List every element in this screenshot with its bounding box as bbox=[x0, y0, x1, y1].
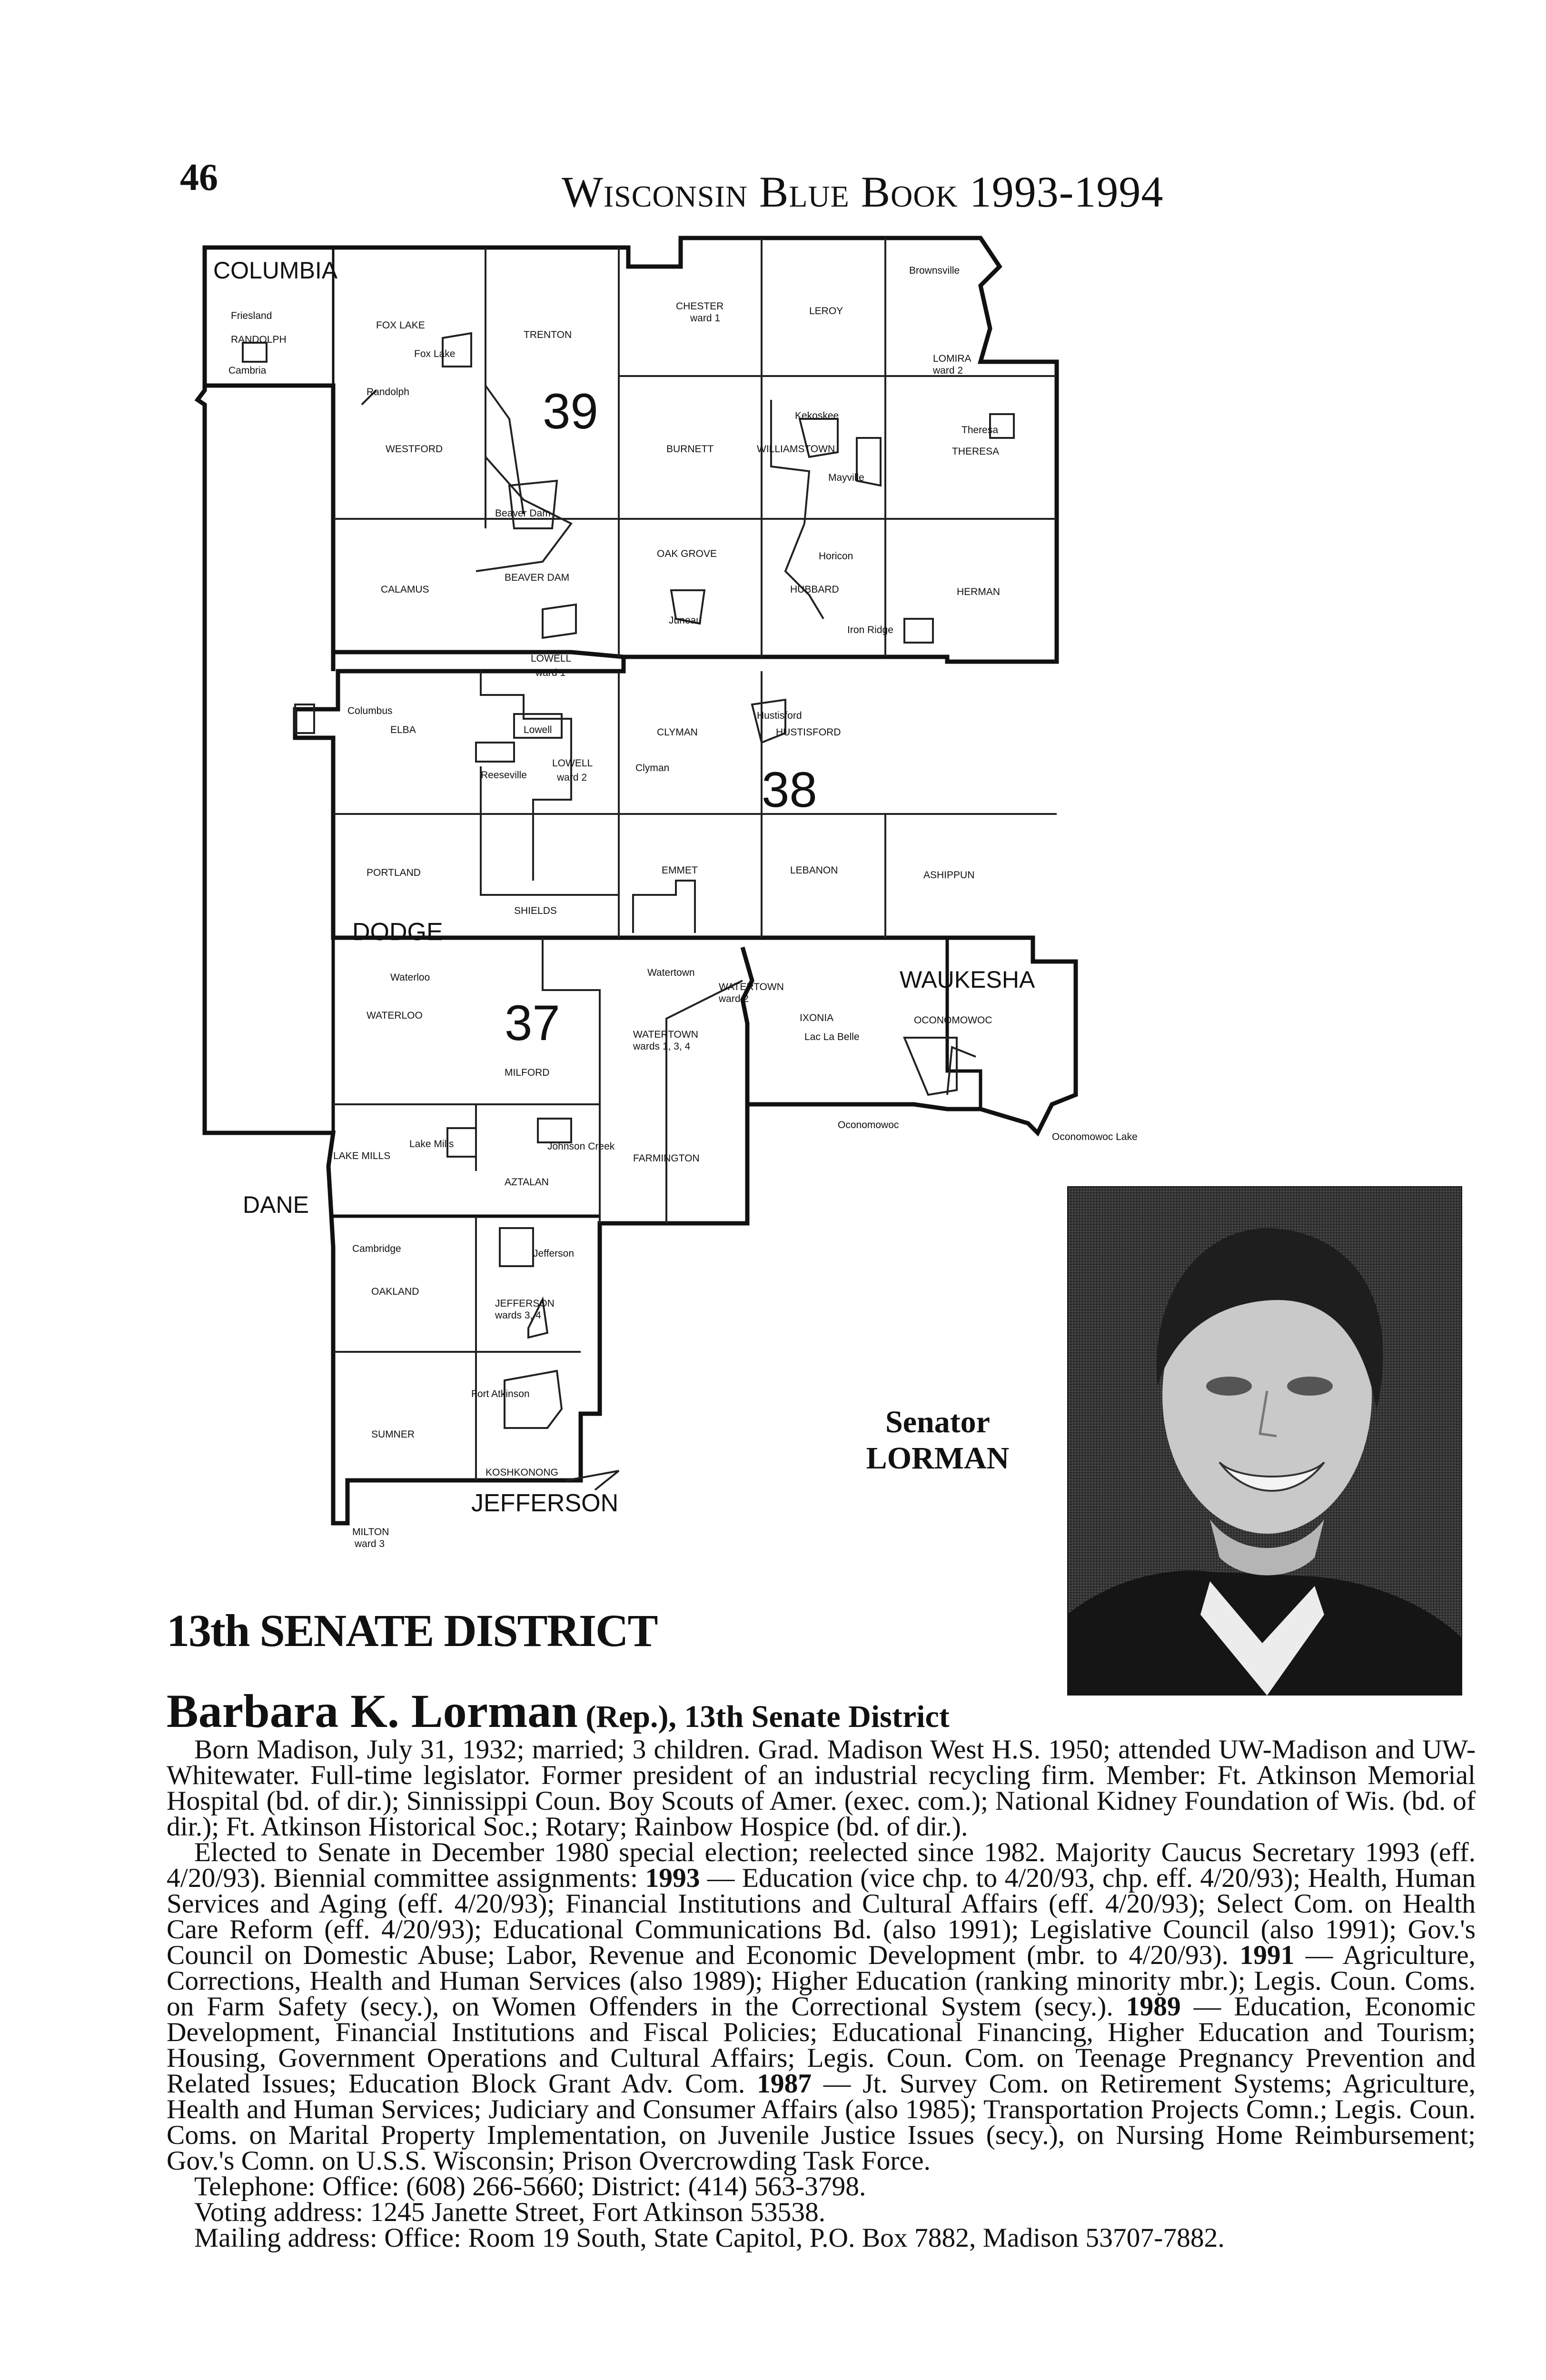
place-label: LAKE MILLS bbox=[333, 1150, 391, 1161]
biography bbox=[167, 1687, 1476, 2251]
county-label-dane: DANE bbox=[243, 1191, 309, 1218]
district-39-38-line bbox=[333, 652, 624, 671]
bio-mailing-address: Mailing address: Office: Room 19 South, State Capitol, P.O. Box 7882, Madison 53707-7882. bbox=[194, 2223, 1225, 2253]
place-label: CHESTER bbox=[676, 301, 724, 312]
place-label: ward 2 bbox=[933, 365, 963, 376]
page-number: 46 bbox=[180, 157, 218, 198]
place-label: OAKLAND bbox=[371, 1286, 419, 1297]
place-label: OAK GROVE bbox=[657, 548, 717, 559]
year-1989: 1989 bbox=[1126, 1992, 1181, 2022]
county-label-jefferson: JEFFERSON bbox=[471, 1489, 619, 1517]
place-label: Horicon bbox=[819, 551, 853, 562]
district-boundary bbox=[198, 238, 1076, 1523]
place-label: Brownsville bbox=[909, 265, 960, 276]
place-label: Lac La Belle bbox=[804, 1031, 860, 1042]
place-label: ward 1 bbox=[690, 313, 721, 324]
bio-legislative bbox=[167, 1837, 1476, 2176]
columbia-dodge-line bbox=[205, 386, 333, 671]
place-label: LOWELL bbox=[552, 758, 593, 769]
place-label: WATERTOWN bbox=[633, 1029, 698, 1040]
bio-legislative-text: — Education (vice chp. to 4/20/93, chp. eff. 4/20/93); Health, Human Services and Aging (eff. 4/20/93); Financial Institutions and Cultural Affairs (eff. 4/20/93); Select Com. on Health Care Reform (eff. 4/20/93); Educational Communications Bd. (also 1991); Legislative Council (also 1991); Gov.'s Council on Domestic Abuse; Labor, Revenue and Economic Development (mbr. to 4/20/93). bbox=[167, 1863, 1476, 1970]
place-label: Fort Atkinson bbox=[471, 1388, 530, 1399]
bio-legislative-text: — Agriculture, Corrections, Health and Human Services (also 1989); Higher Education (ranking minority mbr.); Legis. Coun. Coms. on Farm Safety (secy.), on Women Offenders in the Correctional System (secy.). bbox=[167, 1940, 1476, 2022]
place-label: Hustisford bbox=[757, 710, 802, 721]
place-label: FOX LAKE bbox=[376, 320, 425, 331]
running-head: Wisconsin Blue Book 1993-1994 bbox=[562, 168, 1164, 216]
place-label: BURNETT bbox=[666, 444, 714, 455]
place-label: IXONIA bbox=[800, 1012, 834, 1023]
bio-title-line bbox=[167, 1687, 1476, 1735]
place-label: ASHIPPUN bbox=[923, 870, 975, 881]
place-label: KOSHKONONG bbox=[486, 1467, 558, 1478]
place-label: HUSTISFORD bbox=[776, 727, 841, 738]
place-label: Columbus bbox=[347, 705, 393, 716]
place-label: wards 1, 3, 4 bbox=[633, 1041, 691, 1052]
place-label: Oconomowoc Lake bbox=[1052, 1131, 1138, 1142]
bio-voting-address: Voting address: 1245 Janette Street, Fort Atkinson 53538. bbox=[194, 2197, 826, 2227]
county-label-columbia: COLUMBIA bbox=[213, 257, 338, 284]
district-number-39: 39 bbox=[543, 384, 598, 439]
year-1993: 1993 bbox=[645, 1863, 700, 1893]
place-label: Oconomowoc bbox=[838, 1120, 899, 1130]
place-label: HUBBARD bbox=[790, 584, 839, 595]
place-label: Theresa bbox=[961, 425, 999, 436]
place-label: Fox Lake bbox=[414, 348, 456, 359]
place-label: Juneau bbox=[669, 615, 702, 626]
caption-title: Senator bbox=[885, 1405, 990, 1439]
place-label: Watertown bbox=[647, 967, 695, 978]
place-label: Kekoskee bbox=[795, 410, 839, 421]
bio-legislative-text: — Education, Economic Development, Financial Institutions and Fiscal Policies; Educational Financing, Higher Education and Tourism; Housing, Government Operations and Cultural Affairs; Legis. Coun. Com. on Teenage Pregnancy Prevention and Related Issues; Education Block Grant Adv. Com. bbox=[167, 1992, 1476, 2099]
district-heading: 13th SENATE DISTRICT bbox=[167, 1605, 657, 1656]
place-label: Jefferson bbox=[533, 1248, 574, 1259]
bio-legislative-text: Elected to Senate in December 1980 special election; reelected since 1982. Majority Caucus Secretary 1993 (eff. 4/20/93). Biennial committee assignments: bbox=[167, 1837, 1476, 1893]
place-label: RANDOLPH bbox=[231, 334, 287, 345]
place-label: TRENTON bbox=[524, 329, 572, 340]
place-label: HERMAN bbox=[957, 586, 1001, 597]
caption-name: LORMAN bbox=[866, 1441, 1010, 1476]
place-label: BEAVER DAM bbox=[505, 572, 570, 583]
photo-caption bbox=[838, 1404, 1038, 1477]
place-label: LOMIRA bbox=[933, 353, 971, 364]
place-label: Clyman bbox=[635, 763, 670, 774]
place-label: WILLIAMSTOWN bbox=[757, 444, 835, 455]
place-label: MILTON bbox=[352, 1527, 389, 1537]
year-1991: 1991 bbox=[1239, 1940, 1295, 1970]
place-label: Cambria bbox=[228, 365, 267, 376]
bio-telephone: Telephone: Office: (608) 266-5660; District: (414) 563-3798. bbox=[194, 2172, 866, 2202]
place-label: Lowell bbox=[524, 724, 552, 735]
jefferson-waukesha-line bbox=[743, 947, 752, 1104]
place-label: WESTFORD bbox=[386, 444, 443, 455]
place-label: ward 2 bbox=[719, 993, 749, 1004]
place-label: OCONOMOWOC bbox=[914, 1015, 992, 1026]
place-label: ward 2 bbox=[557, 772, 587, 783]
place-label: LEROY bbox=[809, 306, 843, 317]
place-label: Beaver Dam bbox=[495, 508, 551, 519]
place-label: AZTALAN bbox=[505, 1177, 549, 1188]
place-label: ward 3 bbox=[355, 1538, 385, 1549]
place-label: Johnson Creek bbox=[547, 1141, 615, 1152]
place-label: WATERTOWN bbox=[719, 982, 784, 992]
place-label: LEBANON bbox=[790, 865, 838, 876]
place-label: Lake Mills bbox=[409, 1139, 454, 1150]
place-label: CALAMUS bbox=[381, 584, 429, 595]
place-label: Friesland bbox=[231, 310, 272, 321]
place-label: MILFORD bbox=[505, 1067, 550, 1078]
senator-name: Barbara K. Lorman bbox=[167, 1685, 578, 1737]
place-label: JEFFERSON bbox=[495, 1298, 555, 1309]
place-label: WATERLOO bbox=[367, 1010, 423, 1021]
place-label: Waterloo bbox=[390, 972, 430, 983]
district-number-38: 38 bbox=[762, 762, 817, 818]
place-label: Mayville bbox=[828, 472, 864, 483]
place-label: Reeseville bbox=[481, 770, 527, 781]
place-label: LOWELL bbox=[531, 653, 572, 664]
place-label: Iron Ridge bbox=[847, 625, 893, 635]
place-label: FARMINGTON bbox=[633, 1153, 700, 1164]
county-label-dodge: DODGE bbox=[352, 918, 443, 946]
bio-legislative-text: — Jt. Survey Com. on Retirement Systems; Agriculture, Health and Human Services; Judiciary and Consumer Affairs (also 1985); Transportation Projects Comn.; Legis. Coun. Coms. on Marital Property Implementation, on Juvenile Justice Issues (secy.), on Nursing Home Reimbursement; Gov.'s Comn. on U.S.S. Wisconsin; Prison Overcrowding Task Force. bbox=[167, 2069, 1476, 2176]
place-label: CLYMAN bbox=[657, 727, 698, 738]
place-label: EMMET bbox=[662, 865, 698, 876]
place-label: SHIELDS bbox=[514, 905, 557, 916]
place-label: SUMNER bbox=[371, 1429, 415, 1440]
place-label: Cambridge bbox=[352, 1243, 401, 1254]
senator-photo bbox=[1067, 1186, 1462, 1696]
place-label: wards 3, 4 bbox=[495, 1310, 541, 1321]
county-label-waukesha: WAUKESHA bbox=[900, 966, 1035, 993]
district-number-37: 37 bbox=[505, 995, 560, 1051]
place-label: Randolph bbox=[367, 387, 409, 397]
year-1987: 1987 bbox=[757, 2069, 812, 2099]
party-district: (Rep.), 13th Senate District bbox=[577, 1699, 950, 1734]
bio-personal: Born Madison, July 31, 1932; married; 3 children. Grad. Madison West H.S. 1950; attended UW-Madison and UW-Whitewater. Full-time legislator. Former president of an industrial recycling firm. Member: Ft. Atkinson Memorial Hospital (bd. of dir.); Sinnissippi Coun. Boy Scouts of Amer. (exec. com.); National Kidney Foundation of Wis. (bd. of dir.); Ft. Atkinson Historical Soc.; Rotary; Rainbow Hospice (bd. of dir.). bbox=[167, 1735, 1476, 1842]
place-label: ward 1 bbox=[535, 667, 566, 678]
place-label: ELBA bbox=[390, 724, 416, 735]
place-label: PORTLAND bbox=[367, 867, 421, 878]
place-label: THERESA bbox=[952, 446, 1000, 457]
